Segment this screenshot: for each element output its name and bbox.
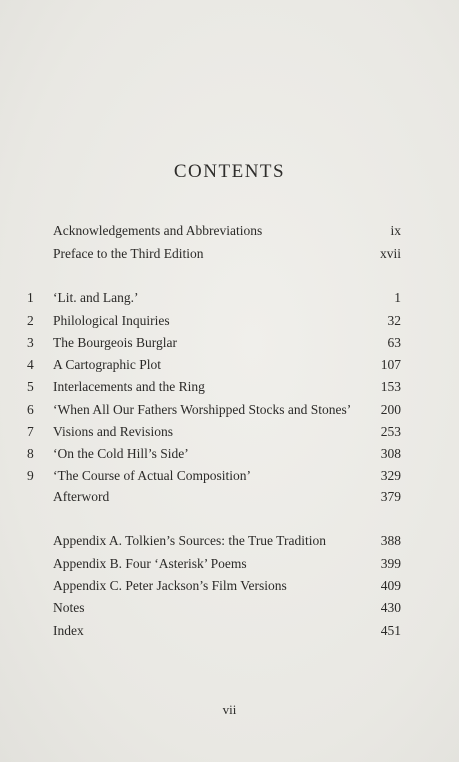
chapter-number: 1 (27, 290, 34, 305)
toc-entry-page: 399 (380, 556, 401, 571)
chapter-number: 3 (27, 335, 34, 350)
toc-entry-title: Acknowledgements and Abbreviations (53, 223, 263, 238)
toc-entry (0, 554, 459, 574)
toc-entry-title: Afterword (53, 489, 110, 504)
toc-entry-page: 409 (380, 578, 401, 593)
toc-entry-page: xvii (379, 246, 401, 261)
toc-entry-title: ‘The Course of Actual Composition’ (53, 468, 251, 483)
toc-entry (0, 576, 459, 596)
toc-entry-page: 308 (380, 446, 401, 461)
toc-entry (0, 621, 459, 641)
chapter-number: 8 (27, 446, 34, 461)
toc-chapter-entry (0, 288, 459, 308)
toc-entry-title: Visions and Revisions (53, 424, 173, 439)
toc-entry (0, 221, 459, 241)
toc-entry-page: 379 (380, 489, 401, 504)
toc-entry-title: Preface to the Third Edition (53, 246, 204, 261)
page-title: CONTENTS (173, 161, 286, 182)
toc-entry-title: Philological Inquiries (53, 313, 170, 328)
toc-entry (0, 531, 459, 551)
chapter-number: 2 (27, 313, 34, 328)
toc-entry-page: ix (390, 223, 401, 238)
toc-entry-page: 1 (394, 290, 401, 305)
toc-entry-title: ‘Lit. and Lang.’ (53, 290, 139, 305)
toc-entry-title: Appendix A. Tolkien’s Sources: the True Tradition (53, 533, 326, 548)
page-number: vii (222, 702, 237, 717)
toc-entry-title: Appendix C. Peter Jackson’s Film Versions (53, 578, 287, 593)
toc-entry-page: 63 (387, 335, 401, 350)
toc-entry-title: The Bourgeois Burglar (53, 335, 177, 350)
toc-entry-page: 329 (380, 468, 401, 483)
toc-chapter-entry (0, 422, 459, 442)
toc-entry (0, 598, 459, 618)
toc-entry (0, 244, 459, 264)
toc-entry-title: Appendix B. Four ‘Asterisk’ Poems (53, 556, 247, 571)
toc-chapter-entry (0, 487, 459, 507)
chapter-number: 7 (27, 424, 34, 439)
toc-chapter-entry (0, 400, 459, 420)
toc-entry-title: Index (53, 623, 84, 638)
toc-chapter-entry (0, 377, 459, 397)
toc-entry-page: 388 (380, 533, 401, 548)
toc-entry-title: Interlacements and the Ring (53, 379, 205, 394)
chapter-number: 5 (27, 379, 34, 394)
toc-chapter-entry (0, 444, 459, 464)
toc-entry-page: 153 (380, 379, 401, 394)
toc-chapter-entry (0, 355, 459, 375)
toc-entry-title: Notes (53, 600, 85, 615)
toc-entry-title: ‘When All Our Fathers Worshipped Stocks and Stones’ (53, 402, 352, 417)
toc-entry-title: A Cartographic Plot (53, 357, 161, 372)
toc-entry-page: 451 (380, 623, 401, 638)
toc-entry-page: 32 (387, 313, 401, 328)
toc-chapter-entry (0, 466, 459, 486)
chapter-number: 9 (27, 468, 34, 483)
toc-entry-page: 200 (380, 402, 401, 417)
toc-entry-title: ‘On the Cold Hill’s Side’ (53, 446, 189, 461)
chapter-number: 6 (27, 402, 34, 417)
chapter-number: 4 (27, 357, 34, 372)
toc-chapter-entry (0, 311, 459, 331)
toc-entry-page: 253 (380, 424, 401, 439)
toc-chapter-entry (0, 333, 459, 353)
toc-entry-page: 107 (380, 357, 401, 372)
toc-entry-page: 430 (380, 600, 401, 615)
